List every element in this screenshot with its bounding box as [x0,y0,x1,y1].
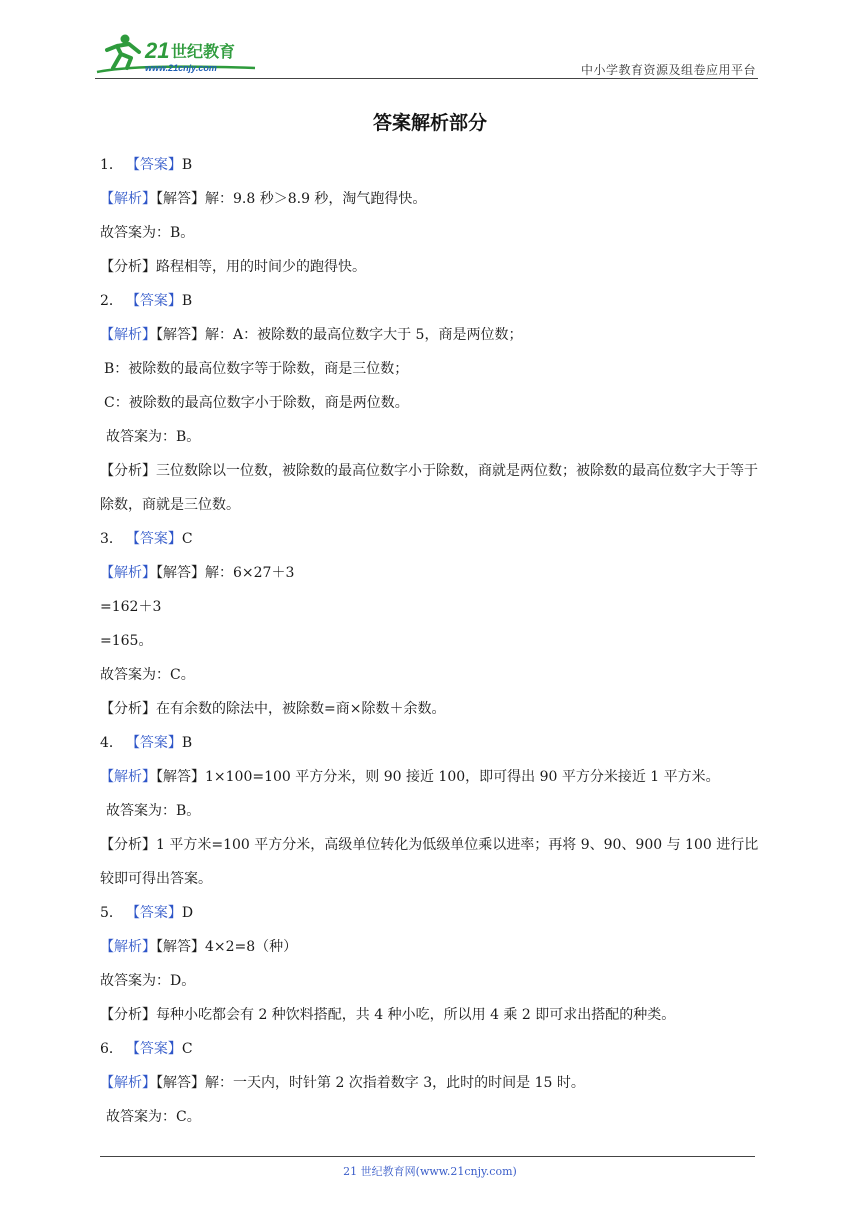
answer-line [100,930,766,964]
answer-line [100,318,766,352]
answer-line [100,1066,766,1100]
answer-line [100,794,766,828]
page-title: 答案解析部分 [372,112,487,134]
section-tag: 【解析】 [100,327,156,343]
answer-line [100,590,766,624]
question-number: 4． [100,735,123,751]
answer-line [100,828,766,896]
line-text: 故答案为：C。 [100,667,195,683]
line-text: C [181,531,193,547]
line-text: 故答案为：B。 [100,225,195,241]
answer-line [100,216,766,250]
answer-line [100,658,766,692]
line-text: C：被除数的最高位数字小于除数，商是两位数。 [104,395,409,411]
answer-line [100,352,766,386]
svg-text:www.21cnjy.com: www.21cnjy.com [145,63,217,73]
footer-divider [100,1156,755,1157]
answer-line [100,760,766,794]
answer-list [100,148,766,1134]
line-text: =165。 [100,633,153,649]
section-tag: 【答案】 [132,905,182,921]
line-text: 【解答】4×2=8（种） [156,939,298,955]
line-text: 【分析】三位数除以一位数，被除数的最高位数字小于除数，商就是两位数；被除数的最高位数字大于等于除数，商就是三位数。 [100,463,758,513]
line-text: B [181,157,193,173]
answer-line [100,386,766,420]
svg-text:世纪教育: 世纪教育 [171,42,236,61]
section-tag: 【解析】 [100,939,156,955]
line-text: 【分析】路程相等，用的时间少的跑得快。 [100,259,366,275]
answer-line [100,556,766,590]
line-text: 【分析】在有余数的除法中，被除数=商×除数＋余数。 [100,701,446,717]
site-logo [95,28,265,76]
line-text: 故答案为：D。 [100,973,196,989]
question-number: 3． [100,531,123,547]
section-tag: 【答案】 [132,1041,182,1057]
section-tag: 【答案】 [132,531,182,547]
question-number: 2． [100,293,123,309]
line-text: =162＋3 [100,599,162,615]
line-text: 【解答】解：6×27＋3 [156,565,295,581]
footer-link[interactable]: 21 世纪教育网(www.21cnjy.com) [343,1165,517,1178]
answer-line [100,726,766,760]
answer-line [100,624,766,658]
answer-line [100,284,766,318]
line-text: 【分析】每种小吃都会有 2 种饮料搭配，共 4 种小吃，所以用 4 乘 2 即可求出搭配的种类。 [100,1007,676,1023]
header-divider [95,78,758,79]
line-text: B：被除数的最高位数字等于除数，商是三位数； [104,361,409,377]
line-text: 【解答】解：A：被除数的最高位数字大于 5，商是两位数； [156,327,523,343]
line-text: 【解答】1×100=100 平方分米，则 90 接近 100，即可得出 90 平方分米接近 1 平方米。 [156,769,720,785]
answer-line [100,182,766,216]
answer-line [100,1100,766,1134]
section-tag: 【解析】 [100,191,156,207]
line-text: D [181,905,194,921]
answer-line [100,250,766,284]
answer-line [100,454,766,522]
answer-line [100,1032,766,1066]
line-text: 故答案为：B。 [106,803,201,819]
answer-line [100,964,766,998]
svg-text:21: 21 [145,38,170,63]
answer-line [100,420,766,454]
answer-line [100,998,766,1032]
section-tag: 【解析】 [100,1075,156,1091]
line-text: 故答案为：B。 [106,429,201,445]
line-text: 【解答】解：一天内，时针第 2 次指着数字 3，此时的时间是 15 时。 [156,1075,585,1091]
section-tag: 【解析】 [100,565,156,581]
line-text: 故答案为：C。 [106,1109,201,1125]
question-number: 1． [100,157,123,173]
section-tag: 【解析】 [100,769,156,785]
section-tag: 【答案】 [132,293,182,309]
question-number: 6． [100,1041,123,1057]
platform-name: 中小学教育资源及组卷应用平台 [580,63,756,77]
line-text: 【解答】解：9.8 秒＞8.9 秒，淘气跑得快。 [156,191,427,207]
section-tag: 【答案】 [132,735,182,751]
line-text: C [181,1041,193,1057]
answer-line [100,522,766,556]
page-header [95,28,758,80]
answer-line [100,148,766,182]
line-text: B [181,293,193,309]
line-text: 【分析】1 平方米=100 平方分米，高级单位转化为低级单位乘以进率；再将 9、90、900 与 100 进行比较即可得出答案。 [100,837,759,887]
question-number: 5． [100,905,123,921]
section-tag: 【答案】 [132,157,182,173]
answer-line [100,896,766,930]
line-text: B [181,735,193,751]
answer-line [100,692,766,726]
